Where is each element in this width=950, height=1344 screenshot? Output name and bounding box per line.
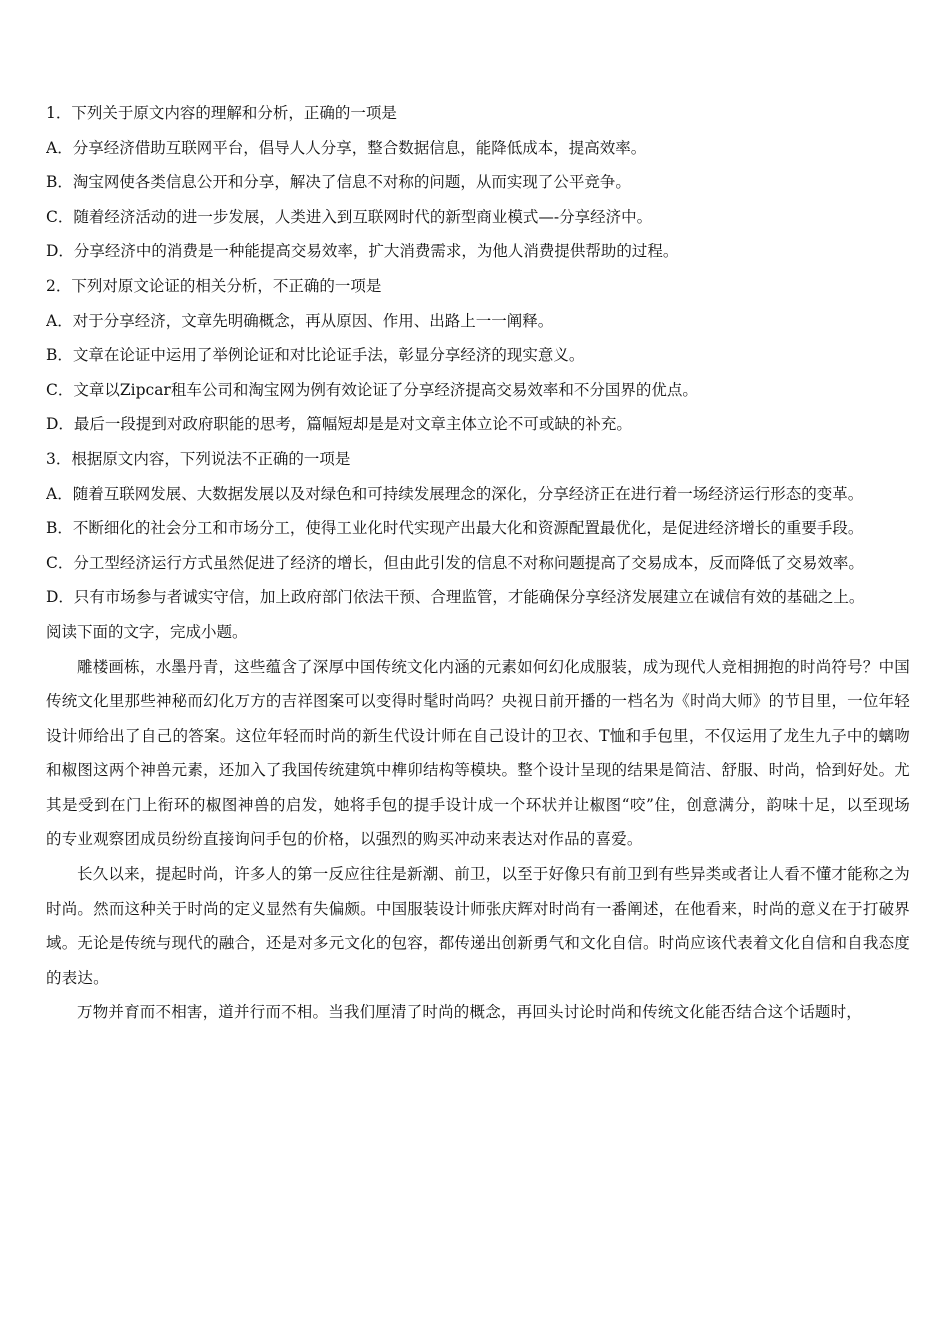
- option-a: A．随着互联网发展、大数据发展以及对绿色和可持续发展理念的深化，分享经济正在进行着一场经济运行形态的变革。: [46, 484, 864, 503]
- option-a: A．对于分享经济，文章先明确概念，再从原因、作用、出路上一一阐释。: [46, 311, 554, 330]
- option-d: D．分享经济中的消费是一种能提高交易效率，扩大消费需求，为他人消费提供帮助的过程。: [46, 242, 679, 261]
- option-c: C．文章以Zipcar租车公司和淘宝网为例有效论证了分享经济提高交易效率和不分国界的优点。: [46, 380, 698, 399]
- option-b: B．文章在论证中运用了举例论证和对比论证手法，彰显分享经济的现实意义。: [46, 346, 585, 365]
- question-stem: 3．根据原文内容，下列说法不正确的一项是: [46, 449, 351, 468]
- option-d: D．只有市场参与者诚实守信，加上政府部门依法干预、合理监管，才能确保分享经济发展建立在诚信有效的基础之上。: [46, 588, 865, 607]
- document-page: [46, 96, 910, 1030]
- passage-paragraph: 长久以来，提起时尚，许多人的第一反应往往是新潮、前卫，以至于好像只有前卫到有些异类或者让人看不懂才能称之为时尚。然而这种关于时尚的定义显然有失偏颇。中国服装设计师张庆辉对时尚有一番阐述，在他看来，时尚的意义在于打破界域。无论是传统与现代的融合，还是对多元文化的包容，都传递出创新勇气和文化自信。时尚应该代表着文化自信和自我态度的表达。: [46, 865, 910, 987]
- passage-paragraph: 雕楼画栋，水墨丹青，这些蕴含了深厚中国传统文化内涵的元素如何幻化成服装，成为现代人竞相拥抱的时尚符号？中国传统文化里那些神秘而幻化万方的吉祥图案可以变得时髦时尚吗？央视日前开播的一档名为《时尚大师》的节目里，一位年轻设计师给出了自己的答案。这位年轻而时尚的新生代设计师在自己设计的卫衣、T恤和手包里，不仅运用了龙生九子中的螭吻和椒图这两个神兽元素，还加入了我国传统建筑中榫卯结构等模块。整个设计呈现的结果是简洁、舒服、时尚，恰到好处。尤其是受到在门上衔环的椒图神兽的启发，她将手包的提手设计成一个环状并让椒图“咬”住，创意满分，韵味十足，以至现场的专业观察团成员纷纷直接询问手包的价格，以强烈的购买冲动来表达对作品的喜爱。: [46, 657, 910, 849]
- option-d: D．最后一段提到对政府职能的思考，篇幅短却是是对文章主体立论不可或缺的补充。: [46, 415, 632, 434]
- option-b: B．不断细化的社会分工和市场分工，使得工业化时代实现产出最大化和资源配置最优化，是促进经济增长的重要手段。: [46, 519, 864, 538]
- passage-paragraph: 万物并育而不相害，道并行而不相。当我们厘清了时尚的概念，再回头讨论时尚和传统文化能否结合这个话题时，: [77, 1003, 863, 1022]
- question-2: [46, 269, 910, 442]
- question-stem: 1．下列关于原文内容的理解和分析，正确的一项是: [46, 104, 397, 122]
- option-b: B．淘宝网使各类信息公开和分享，解决了信息不对称的问题，从而实现了公平竞争。: [46, 173, 631, 192]
- reading-passage: [46, 650, 910, 1031]
- question-3: [46, 442, 910, 615]
- question-stem: 2．下列对原文论证的相关分析，不正确的一项是: [46, 276, 382, 295]
- option-c: C．分工型经济运行方式虽然促进了经济的增长，但由此引发的信息不对称问题提高了交易成本，反而降低了交易效率。: [46, 553, 864, 572]
- reading-instruction: 阅读下面的文字，完成小题。: [46, 622, 248, 641]
- option-a: A．分享经济借助互联网平台，倡导人人分享，整合数据信息，能降低成本，提高效率。: [46, 138, 647, 157]
- question-1: [46, 96, 910, 269]
- option-c: C．随着经济活动的进一步发展，人类进入到互联网时代的新型商业模式—-分享经济中。: [46, 207, 653, 226]
